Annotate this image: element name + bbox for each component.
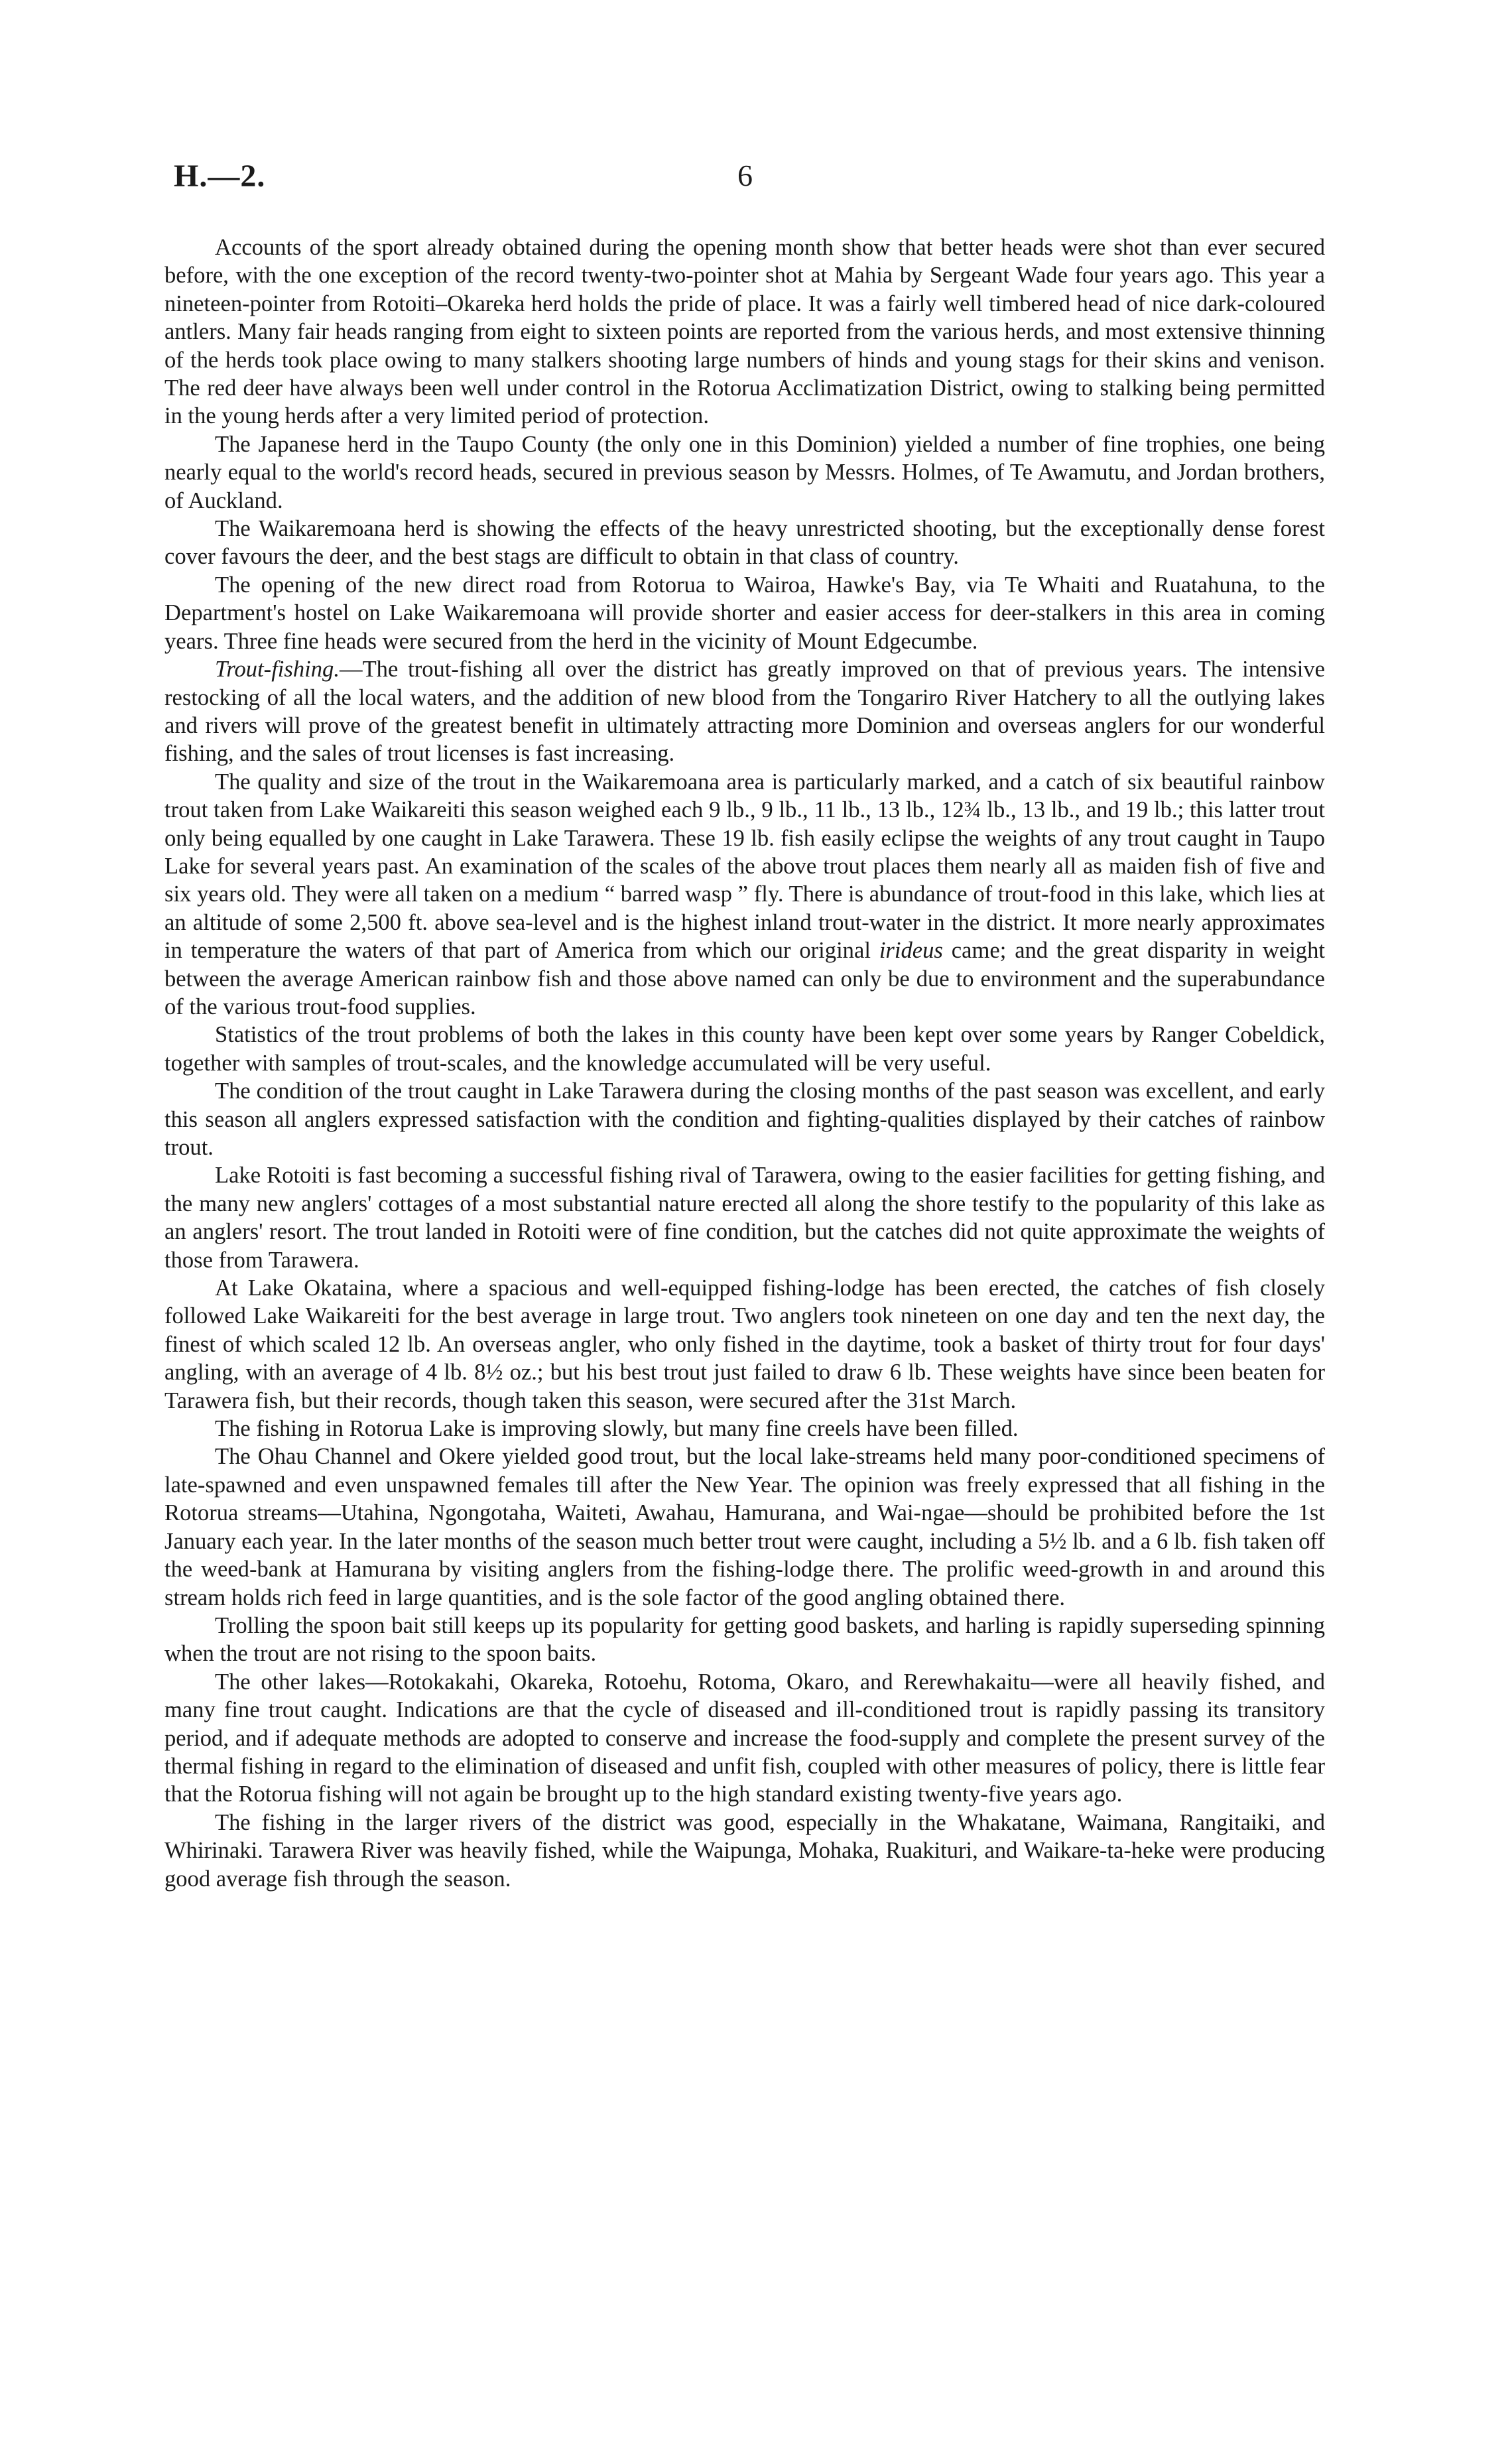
italic-irideus: irideus: [879, 938, 943, 964]
paragraph-rotorua-lake: The fishing in Rotorua Lake is improving slowly, but many fine creels have been filled.: [215, 1416, 1019, 1442]
paragraph-japanese-herd: The Japanese herd in the Taupo County (the only one in this Dominion) yielded a number of fine trophies, one being nearly equal to the world's record heads, secured in previous season by Messrs. Holmes, of Te Awamutu, and Jordan brothers, of Auckland.: [164, 431, 1325, 513]
paragraph-trout-fishing: [164, 655, 1325, 768]
paragraph-tarawera-condition: The condition of the trout caught in Lake Tarawera during the closing months of the past season was excellent, and early this season all anglers expressed satisfaction with the condition and fighting-qualities displayed by their catches of rainbow trout.: [164, 1078, 1325, 1160]
report-body: [164, 233, 1325, 1893]
paragraph-statistics: Statistics of the trout problems of both the lakes in this county have been kept over some years by Ranger Cobeldick, together with samples of trout-scales, and the knowledge accumulated will be very useful.: [164, 1022, 1325, 1076]
section-lead-trout-fishing: Trout-fishing.: [215, 657, 340, 682]
page-number: 6: [737, 159, 753, 192]
paragraph-okataina: At Lake Okataina, where a spacious and well-equipped fishing-lodge has been erected, the catches of fish closely followed Lake Waikareiti for the best average in large trout. Two anglers took nineteen on one day and ten the next day, the finest of which scaled 12 lb. An overseas angler, who only fished in the daytime, took a basket of thirty trout for four days' angling, with an average of 4 lb. 8½ oz.; but his best trout just failed to draw 6 lb. These weights have since been beaten for Tarawera fish, but their records, though taken this season, were secured after the 31st March.: [164, 1275, 1325, 1413]
paragraph-deer-heads: Accounts of the sport already obtained during the opening month show that better heads were shot than ever secured before, with the one exception of the record twenty-two-pointer shot at Mahia by Sergeant Wade four years ago. This year a nineteen-pointer from Rotoiti–Okareka herd holds the pride of place. It was a fairly well timbered head of nice dark-coloured antlers. Many fair heads ranging from eight to sixteen points are reported from the various herds, and most extensive thinning of the herds took place owing to many stalkers shooting large numbers of hinds and young stags for their skins and venison. The red deer have always been well under control in the Rotorua Acclimatization District, owing to stalking being permitted in the young herds after a very limited period of protection.: [164, 235, 1325, 429]
paragraph-waikareiti-text: The quality and size of the trout in the Waikaremoana area is particularly marked, and a catch of six beautiful rainbow trout taken from Lake Waikareiti this season weighed each 9 lb., 9 lb., 11 lb., 13 lb., 12¾ lb., 13 lb., and 19 lb.; this latter trout only being equalled by one caught in Lake Tarawera. These 19 lb. fish easily eclipse the weights of any trout caught in Taupo Lake for several years past. An examination of the scales of the above trout places them nearly all as maiden fish of five and six years old. They were all taken on a medium “ barred wasp ” fly. There is abundance of trout-food in this lake, which lies at an altitude of some 2,500 ft. above sea-level and is the highest inland trout-water in the district. It more nearly approximates in temperature the waters of that part of America from which our original: [164, 769, 1325, 964]
paragraph-waikareiti-tail: came; and the great disparity in weight between the average American rainbow fish and those above named can only be due to environment and the superabundance of the various trout-food supplies.: [164, 938, 1325, 1019]
paragraph-larger-rivers: The fishing in the larger rivers of the district was good, especially in the Whakatane, Waimana, Rangitaiki, and Whirinaki. Tarawera River was heavily fished, while the Waipunga, Mohaka, Ruakituri, and Waikare-ta-heke were producing good average fish through the season.: [164, 1809, 1325, 1892]
paragraph-trolling: Trolling the spoon bait still keeps up its popularity for getting good baskets, and harling is rapidly superseding spinning when the trout are not rising to the spoon baits.: [164, 1612, 1325, 1667]
paragraph-waikareiti-catch: [164, 768, 1325, 1021]
paragraph-ohau-channel: The Ohau Channel and Okere yielded good trout, but the local lake-streams held many poor-conditioned specimens of late-spawned and even unspawned females till after the New Year. The opinion was freely expressed that all fishing in the Rotorua streams—Utahina, Ngongotaha, Waiteti, Awahau, Hamurana, and Wai-ngae—should be prohibited before the 1st January each year. In the later months of the season much better trout were caught, including a 5½ lb. and a 6 lb. fish taken off the weed-bank at Hamurana by visiting anglers from the fishing-lodge there. The prolific weed-growth in and around this stream holds rich feed in large quantities, and is the sole factor of the good angling obtained there.: [164, 1444, 1325, 1610]
paragraph-rotoiti: Lake Rotoiti is fast becoming a successful fishing rival of Tarawera, owing to the easier facilities for getting fishing, and the many new anglers' cottages of a most substantial nature erected all along the shore testify to the popularity of this lake as an anglers' resort. The trout landed in Rotoiti were of fine condition, but the catches did not quite approximate the weights of those from Tarawera.: [164, 1163, 1325, 1273]
document-reference: H.—2.: [174, 159, 266, 194]
paragraph-waikaremoana-herd: The Waikaremoana herd is showing the effects of the heavy unrestricted shooting, but the exceptionally dense forest cover favours the deer, and the best stags are difficult to obtain in that class of country.: [164, 516, 1325, 570]
paragraph-trout-fishing-text: —The trout-fishing all over the district has greatly improved on that of previous years. The intensive restocking of all the local waters, and the addition of new blood from the Tongariro River Hatchery to all the outlying lakes and rivers will prove of the greatest benefit in ultimately attracting more Dominion and overseas anglers for our wonderful fishing, and the sales of trout licenses is fast increasing.: [164, 657, 1325, 767]
page-header: [174, 158, 1341, 204]
paragraph-other-lakes: The other lakes—Rotokakahi, Okareka, Rotoehu, Rotoma, Okaro, and Rerewhakaitu—were all heavily fished, and many fine trout caught. Indications are that the cycle of diseased and ill-conditioned trout is rapidly passing its transitory period, and if adequate methods are adopted to conserve and increase the food-supply and complete the present survey of the thermal fishing in regard to the elimination of diseased and unfit fish, coupled with other measures of policy, there is little fear that the Rotorua fishing will not again be brought up to the high standard existing twenty-five years ago.: [164, 1669, 1325, 1807]
paragraph-new-road: The opening of the new direct road from Rotorua to Wairoa, Hawke's Bay, via Te Whaiti and Ruatahuna, to the Department's hostel on Lake Waikaremoana will provide shorter and easier access for deer-stalkers in this area in coming years. Three fine heads were secured from the herd in the vicinity of Mount Edgecumbe.: [164, 572, 1325, 654]
